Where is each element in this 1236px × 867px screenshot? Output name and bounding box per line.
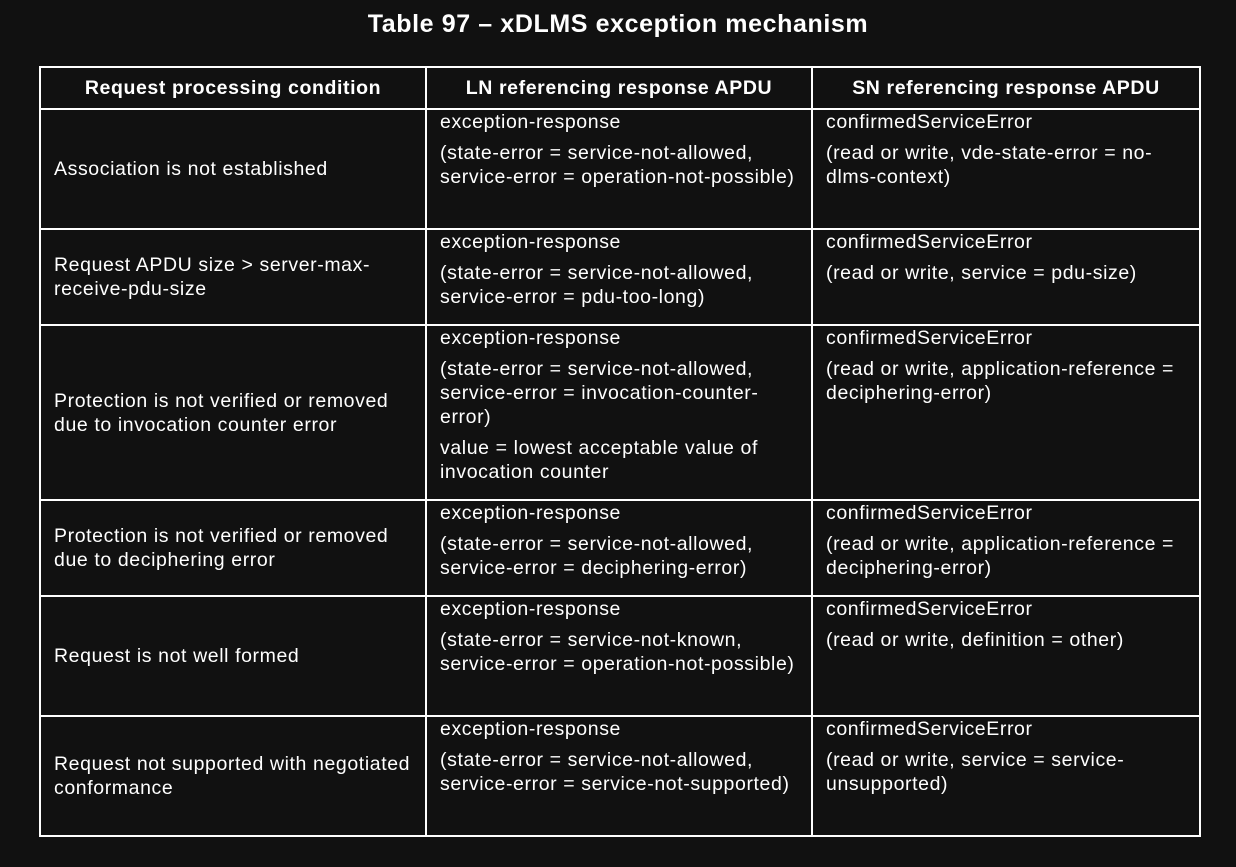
ln-response-name: exception-response <box>440 598 621 620</box>
exception-table <box>39 66 1201 837</box>
ln-response-detail: (state-error = service-not-allowed, service-error = deciphering-error) <box>440 533 754 579</box>
ln-response-detail: (state-error = service-not-allowed, service-error = operation-not-possible) <box>440 142 795 188</box>
sn-response-detail: (read or write, application-reference = deciphering-error) <box>826 533 1175 579</box>
condition-cell: Protection is not verified or removed due to invocation counter error <box>40 325 426 500</box>
table-row <box>40 325 1200 500</box>
ln-response-cell <box>426 596 812 716</box>
sn-response-name: confirmedServiceError <box>826 718 1033 740</box>
ln-response-name: exception-response <box>440 718 621 740</box>
sn-response-cell <box>812 500 1200 596</box>
ln-response-detail: (state-error = service-not-known, service-error = operation-not-possible) <box>440 629 795 675</box>
sn-response-detail: (read or write, application-reference = deciphering-error) <box>826 358 1175 404</box>
sn-response-cell <box>812 325 1200 500</box>
sn-response-name: confirmedServiceError <box>826 502 1033 524</box>
sn-response-name: confirmedServiceError <box>826 231 1033 253</box>
ln-response-name: exception-response <box>440 231 621 253</box>
condition-cell: Request is not well formed <box>40 596 426 716</box>
sn-response-detail: (read or write, vde-state-error = no-dlms-context) <box>826 142 1153 188</box>
table-row <box>40 229 1200 325</box>
condition-cell: Protection is not verified or removed due to deciphering error <box>40 500 426 596</box>
condition-cell: Request APDU size > server-max-receive-pdu-size <box>40 229 426 325</box>
table-title: Table 97 – xDLMS exception mechanism <box>367 10 869 38</box>
ln-response-cell <box>426 229 812 325</box>
sn-response-name: confirmedServiceError <box>826 111 1033 133</box>
ln-response-detail: (state-error = service-not-allowed, service-error = service-not-supported) <box>440 749 790 795</box>
sn-response-detail: (read or write, service = pdu-size) <box>826 262 1137 284</box>
ln-response-name: exception-response <box>440 327 621 349</box>
ln-response-cell <box>426 716 812 836</box>
sn-response-cell <box>812 716 1200 836</box>
condition-cell: Association is not established <box>40 109 426 229</box>
header-ln-response: LN referencing response APDU <box>426 67 812 109</box>
sn-response-detail: (read or write, service = service-unsupported) <box>826 749 1125 795</box>
sn-response-cell <box>812 229 1200 325</box>
ln-response-name: exception-response <box>440 502 621 524</box>
ln-response-value: value = lowest acceptable value of invocation counter <box>440 437 758 483</box>
table-row <box>40 109 1200 229</box>
header-sn-response: SN referencing response APDU <box>812 67 1200 109</box>
ln-response-detail: (state-error = service-not-allowed, service-error = pdu-too-long) <box>440 262 754 308</box>
sn-response-cell <box>812 109 1200 229</box>
ln-response-cell <box>426 500 812 596</box>
header-condition: Request processing condition <box>40 67 426 109</box>
table-row <box>40 500 1200 596</box>
sn-response-name: confirmedServiceError <box>826 598 1033 620</box>
sn-response-detail: (read or write, definition = other) <box>826 629 1124 651</box>
table-row <box>40 596 1200 716</box>
ln-response-cell <box>426 325 812 500</box>
ln-response-name: exception-response <box>440 111 621 133</box>
sn-response-name: confirmedServiceError <box>826 327 1033 349</box>
table-row <box>40 716 1200 836</box>
ln-response-detail: (state-error = service-not-allowed, service-error = invocation-counter-error) <box>440 358 759 428</box>
condition-cell: Request not supported with negotiated conformance <box>40 716 426 836</box>
sn-response-cell <box>812 596 1200 716</box>
table-header-row <box>40 67 1200 109</box>
ln-response-cell <box>426 109 812 229</box>
